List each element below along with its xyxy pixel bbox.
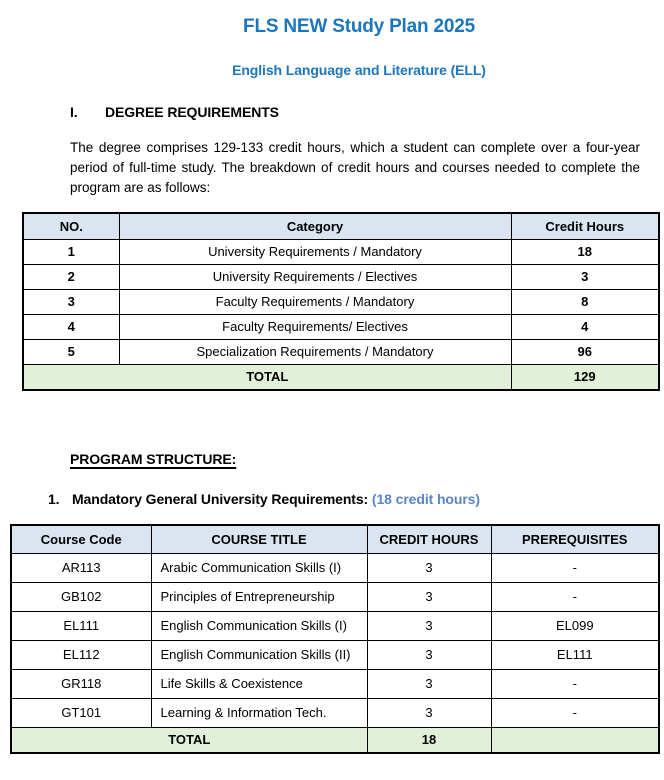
summary-total-row [23,364,659,390]
table-row [11,669,659,698]
table-row [11,611,659,640]
page-subtitle: English Language and Literature (ELL) [232,62,486,78]
row-no: 4 [23,314,119,339]
summary-col-no: NO. [23,213,119,239]
courses-header-row [11,525,659,553]
table-row [11,698,659,727]
course-title: Principles of Entrepreneurship [151,582,367,611]
table-row [23,339,659,364]
table-row [23,239,659,264]
course-code: EL111 [11,611,151,640]
course-credit-hours: 3 [367,582,491,611]
table-row [11,640,659,669]
total-value: 18 [367,727,491,753]
course-credit-hours: 3 [367,640,491,669]
degree-requirements-heading [70,104,664,120]
row-no: 3 [23,289,119,314]
course-credit-hours: 3 [367,698,491,727]
row-no: 1 [23,239,119,264]
course-code: AR113 [11,553,151,582]
course-title: Arabic Communication Skills (I) [151,553,367,582]
row-credit-hours: 96 [511,339,659,364]
table-row [11,582,659,611]
course-prerequisites: - [491,669,659,698]
row-no: 5 [23,339,119,364]
course-prerequisites: - [491,698,659,727]
course-title: English Communication Skills (II) [151,640,367,669]
row-credit-hours: 4 [511,314,659,339]
row-category: Faculty Requirements/ Electives [119,314,511,339]
summary-col-credit-hours: Credit Hours [511,213,659,239]
courses-col-code: Course Code [11,525,151,553]
course-credit-hours: 3 [367,669,491,698]
course-title: Learning & Information Tech. [151,698,367,727]
row-credit-hours: 18 [511,239,659,264]
course-credit-hours: 3 [367,553,491,582]
summary-header-row [23,213,659,239]
total-label: TOTAL [23,364,511,390]
summary-col-category: Category [119,213,511,239]
program-structure-heading-text: PROGRAM STRUCTURE: [70,451,237,467]
table-row [23,314,659,339]
section-numeral: I. [70,104,78,120]
courses-total-row [11,727,659,753]
table-row [11,553,659,582]
mandatory-courses-table [10,524,660,754]
row-category: University Requirements / Mandatory [119,239,511,264]
program-structure-item-1 [48,491,664,507]
program-structure-heading [70,451,664,467]
course-title: Life Skills & Coexistence [151,669,367,698]
page-title: FLS NEW Study Plan 2025 [243,16,475,37]
item-label: Mandatory General University Requirements: [72,491,369,507]
table-row [23,264,659,289]
course-code: GT101 [11,698,151,727]
courses-col-prerequisites: PREREQUISITES [491,525,659,553]
row-category: Faculty Requirements / Mandatory [119,289,511,314]
total-label: TOTAL [11,727,367,753]
total-empty-cell [491,727,659,753]
document-header [70,0,648,78]
course-prerequisites: EL099 [491,611,659,640]
item-number: 1. [48,491,60,507]
course-code: GB102 [11,582,151,611]
row-no: 2 [23,264,119,289]
credit-summary-table [22,212,660,391]
item-credit-hours-note: (18 credit hours) [371,491,480,507]
courses-col-title: COURSE TITLE [151,525,367,553]
row-credit-hours: 3 [511,264,659,289]
intro-paragraph: The degree comprises 129-133 credit hours, which a student can complete over a four-year period of full-time study. The breakdown of credit hours and courses needed to complete the program are as follows: [70,140,640,195]
course-credit-hours: 3 [367,611,491,640]
row-category: University Requirements / Electives [119,264,511,289]
course-prerequisites: EL111 [491,640,659,669]
row-credit-hours: 8 [511,289,659,314]
course-title: English Communication Skills (I) [151,611,367,640]
section-heading-text: DEGREE REQUIREMENTS [105,104,279,120]
course-prerequisites: - [491,582,659,611]
total-value: 129 [511,364,659,390]
table-row [23,289,659,314]
courses-col-credit-hours: CREDIT HOURS [367,525,491,553]
course-prerequisites: - [491,553,659,582]
row-category: Specialization Requirements / Mandatory [119,339,511,364]
course-code: GR118 [11,669,151,698]
course-code: EL112 [11,640,151,669]
